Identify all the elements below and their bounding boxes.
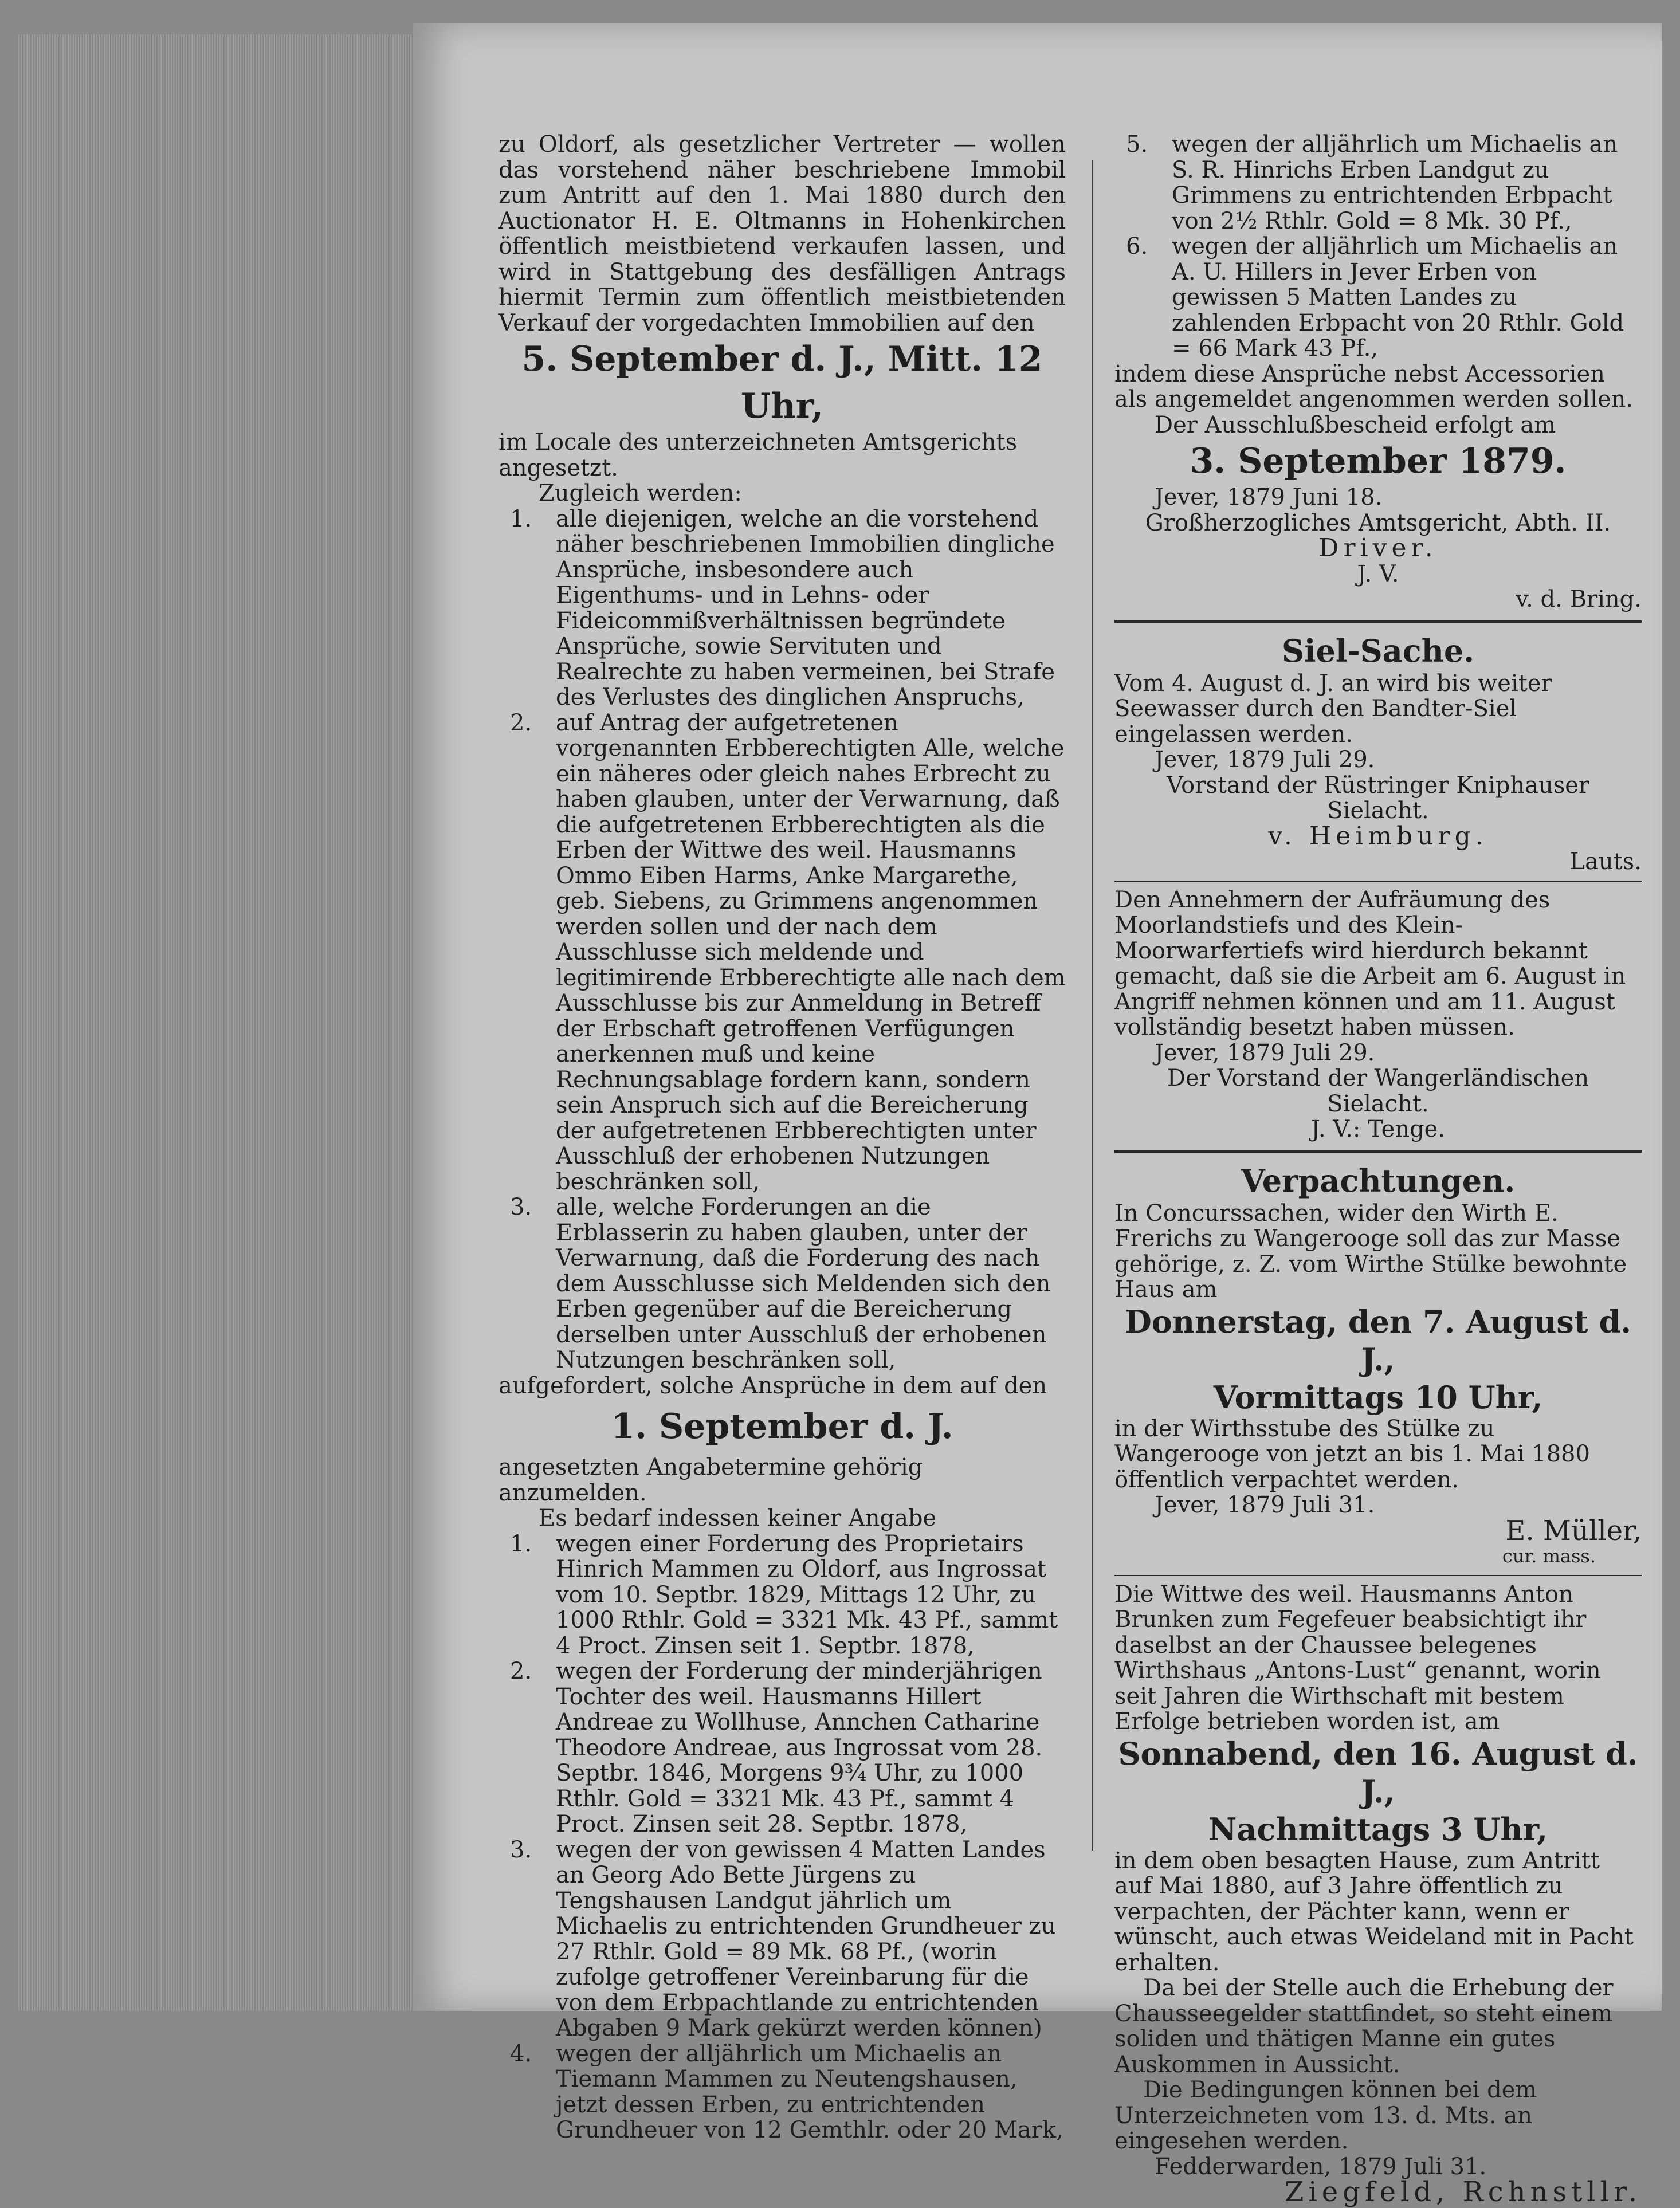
deadline-text: angesetzten Angabetermine gehörig anzumelden.: [498, 1454, 923, 1506]
lease-text-2: in der Wirthsstube des Stülke zu Wangerooge von jetzt an bis 1. Mai 1880 öffentlich verpachtet werden.: [1114, 1415, 1590, 1493]
auction-date-heading: 5. September d. J., Mitt. 12 Uhr,: [521, 339, 1043, 426]
inn-text-4: Die Bedingungen können bei dem Unterzeichneten vom 13. d. Mts. an eingesehen werden.: [1114, 2077, 1537, 2154]
claim-item-3: 3. wegen der von gewissen 4 Matten Landes an Georg Ado Bette Jürgens zu Tengshausen Landgut jährlich um Michaelis zu entrichtenden Grundheuer zu 27 Rthlr. Gold = 89 Mk. 68 Pf., (worin zufolge getroffener Vereinbarung für die von dem Erbpachtlande zu entrichtenden Abgaben 9 Mark gekürzt werden können): [510, 1836, 1056, 2041]
section-rule: [1114, 620, 1642, 623]
decision-date-heading: 3. September 1879.: [1190, 441, 1567, 481]
right-column: [1114, 131, 1642, 2208]
inn-text-3: Da bei der Stelle auch die Erhebung der Chausseegelder stattfindet, so steht einem soliden und thätigen Manne ein gutes Auskommen in Aussicht.: [1114, 1975, 1614, 2078]
court-signer-2: v. d. Bring.: [1516, 586, 1642, 612]
inn-text-2: in dem oben besagten Hause, zum Antritt auf Mai 1880, auf 3 Jahre öffentlich zu verpachten, der Pächter kann, wenn er wünscht, auch etwas Weideland mit in Pacht erhalten.: [1114, 1847, 1634, 1976]
summons-text: aufgefordert, solche Ansprüche in dem auf den: [498, 1372, 1047, 1399]
intro-paragraph: zu Oldorf, als gesetzlicher Vertreter — wollen das vorstehend näher beschriebene Immobil zum Antritt auf den 1. Mai 1880 durch den Auctionator H. E. Oltmanns in Hohenkirchen öffentlich meistbietend verkaufen lassen, und wird in Stattgebung des desfälligen Antrags hiermit Termin zum öffentlich meistbietenden Verkauf der vorgedachten Immobilien auf den: [498, 131, 1066, 336]
lease-place-date: Jever, 1879 Juli 31.: [1155, 1492, 1375, 1518]
also-text: Zugleich werden:: [539, 480, 742, 506]
moor-board: Der Vorstand der Wangerländischen Sielacht.: [1167, 1065, 1589, 1117]
summons-item-3: 3. alle, welche Forderungen an die Erblasserin zu haben glauben, unter der Verwarnung, daß die Forderung des nach dem Ausschlusse sich Meldenden sich den Erben gegenüber auf die Bereicherung derselben unter Ausschluß der erhobenen Nutzungen beschränken soll,: [510, 1194, 1051, 1373]
siel-text: Vom 4. August d. J. an wird bis weiter Seewasser durch den Bandter-Siel eingelassen werden.: [1114, 670, 1552, 748]
moor-place-date: Jever, 1879 Juli 29.: [1155, 1039, 1375, 1066]
claim-item-2: 2. wegen der Forderung der minderjährigen Tochter des weil. Hausmanns Hillert Andreae zu Wollhuse, Annchen Catharine Theodore Andreae, aus Ingrossat vom 28. Septbr. 1846, Morgens 9¾ Uhr, zu 1000 Rthlr. Gold = 3321 Mk. 43 Pf., sammt 4 Proct. Zinsen seit 28. Septbr. 1878,: [510, 1658, 1043, 1837]
left-column: [498, 132, 1066, 2143]
venue-text: im Locale des unterzeichneten Amtsgerichts angesetzt.: [498, 429, 1018, 481]
decision-text: Der Ausschlußbescheid erfolgt am: [1155, 411, 1556, 438]
lease-text: In Concurssachen, wider den Wirth E. Frerichs zu Wangerooge soll das zur Masse gehörige, z. Z. vom Wirthe Stülke bewohnte Haus am: [1114, 1200, 1627, 1303]
inn-date-heading: Sonnabend, den 16. August d. J.,: [1118, 1735, 1638, 1810]
no-claim-text: Es bedarf indessen keiner Angabe: [539, 1505, 937, 1531]
inn-text: Die Wittwe des weil. Hausmanns Anton Brunken zum Fegefeuer beabsichtigt ihr daselbst an der Chaussee belegenes Wirthshaus „Antons-Lust“ genannt, worin seit Jahren die Wirthschaft mit bestem Erfolge betrieben worden ist, am: [1114, 1581, 1601, 1735]
section-rule: [1114, 1150, 1642, 1153]
moor-text: Den Annehmern der Aufräumung des Moorlandstiefs und des Klein-Moorwarfertiefs wird hierdurch bekannt gemacht, daß sie die Arbeit am 6. August in Angriff nehmen können und am 11. August vollständig besetzt haben müssen.: [1114, 886, 1626, 1040]
court-name: Großherzogliches Amtsgericht, Abth. II.: [1145, 509, 1611, 536]
notice-place-date: Jever, 1879 Juni 18.: [1155, 484, 1383, 510]
siel-signer-2: Lauts.: [1569, 848, 1642, 875]
deadline-date-heading: 1. September d. J.: [611, 1406, 953, 1447]
summons-item-1: 1. alle diejenigen, welche an die vorstehend näher beschriebenen Immobilien dingliche Ansprüche, insbesondere auch Eigenthums- und in Lehns- oder Fideicommißverhältnissen begründete Ansprüche, sowie Servituten und Realrechte zu haben vermeinen, bei Strafe des Verlustes des dinglichen Anspruchs,: [510, 505, 1055, 710]
book-page-edges: [17, 34, 413, 2011]
claim-item-1: 1. wegen einer Forderung des Proprietairs Hinrich Mammen zu Oldorf, aus Ingrossat vom 10. Septbr. 1829, Mittags 12 Uhr, zu 1000 Rthlr. Gold = 3321 Mk. 43 Pf., sammt 4 Proct. Zinsen seit 1. Septbr. 1878,: [510, 1530, 1058, 1659]
lease-signer: E. Müller,: [1505, 1514, 1642, 1547]
inn-signer: Ziegfeld, Rchnstllr.: [1284, 2176, 1642, 2208]
inn-time-heading: Nachmittags 3 Uhr,: [1208, 1810, 1548, 1848]
court-signer-deputy: J. V.: [1357, 560, 1399, 587]
siel-place-date: Jever, 1879 Juli 29.: [1155, 747, 1375, 773]
claim-item-5: 5. wegen der alljährlich um Michaelis an S. R. Hinrichs Erben Landgut zu Grimmens zu entrichtenden Erbpacht von 2½ Rthlr. Gold = 8 Mk. 30 Pf.,: [1126, 131, 1618, 234]
siel-signer: v. Heimburg.: [1268, 821, 1488, 851]
section-rule: [1114, 1575, 1642, 1576]
summons-item-2: 2. auf Antrag der aufgetretenen vorgenannten Erbberechtigten Alle, welche ein näheres oder gleich nahes Erbrecht zu haben glauben, unter der Verwarnung, daß die aufgetretenen Erbberechtigten als die Erben der Wittwe des weil. Hausmanns Ommo Eiben Harms, Anke Margarethe, geb. Siebens, zu Grimmens angenommen werden sollen und der nach dem Ausschlusse sich meldende und legitimirende Erbberechtigte alle nach dem Ausschlusse bis zur Anmeldung in Betreff der Erbschaft getroffenen Verfügungen anerkennen muß und keine Rechnungsablage fordern kann, sondern sein Anspruch sich auf die Bereicherung der aufgetretenen Erbberechtigten unter Ausschluß der erhobenen Nutzungen beschränken soll,: [510, 709, 1066, 1195]
moor-signer: J. V.: Tenge.: [1310, 1116, 1446, 1142]
siel-heading: Siel-Sache.: [1281, 632, 1475, 669]
lease-date-heading: Donnerstag, den 7. August d. J.,: [1124, 1303, 1632, 1378]
siel-board: Vorstand der Rüstringer Kniphauser Sielacht.: [1166, 772, 1590, 824]
inn-place-date: Fedderwarden, 1879 Juli 31.: [1155, 2153, 1487, 2180]
lease-heading: Verpachtungen.: [1241, 1162, 1516, 1199]
claim-item-6: 6. wegen der alljährlich um Michaelis an A. U. Hillers in Jever Erben von gewissen 5 Matten Landes zu zahlenden Erbpacht von 20 Rthlr. Gold = 66 Mark 43 Pf.,: [1126, 233, 1624, 362]
section-rule: [1114, 881, 1642, 882]
claims-close-text: indem diese Ansprüche nebst Accessorien als angemeldet angenommen werden sollen.: [1114, 360, 1634, 412]
lease-signer-title: cur. mass.: [1502, 1545, 1596, 1567]
claim-item-4: 4. wegen der alljährlich um Michaelis an Tiemann Mammen zu Neutengshausen, jetzt dessen Erben, zu entrichtenden Grundheuer von 12 Gemthlr. oder 20 Mark,: [510, 2040, 1063, 2143]
column-divider: [1092, 160, 1093, 1851]
lease-time-heading: Vormittags 10 Uhr,: [1213, 1378, 1543, 1416]
court-signer: Driver.: [1318, 533, 1438, 563]
